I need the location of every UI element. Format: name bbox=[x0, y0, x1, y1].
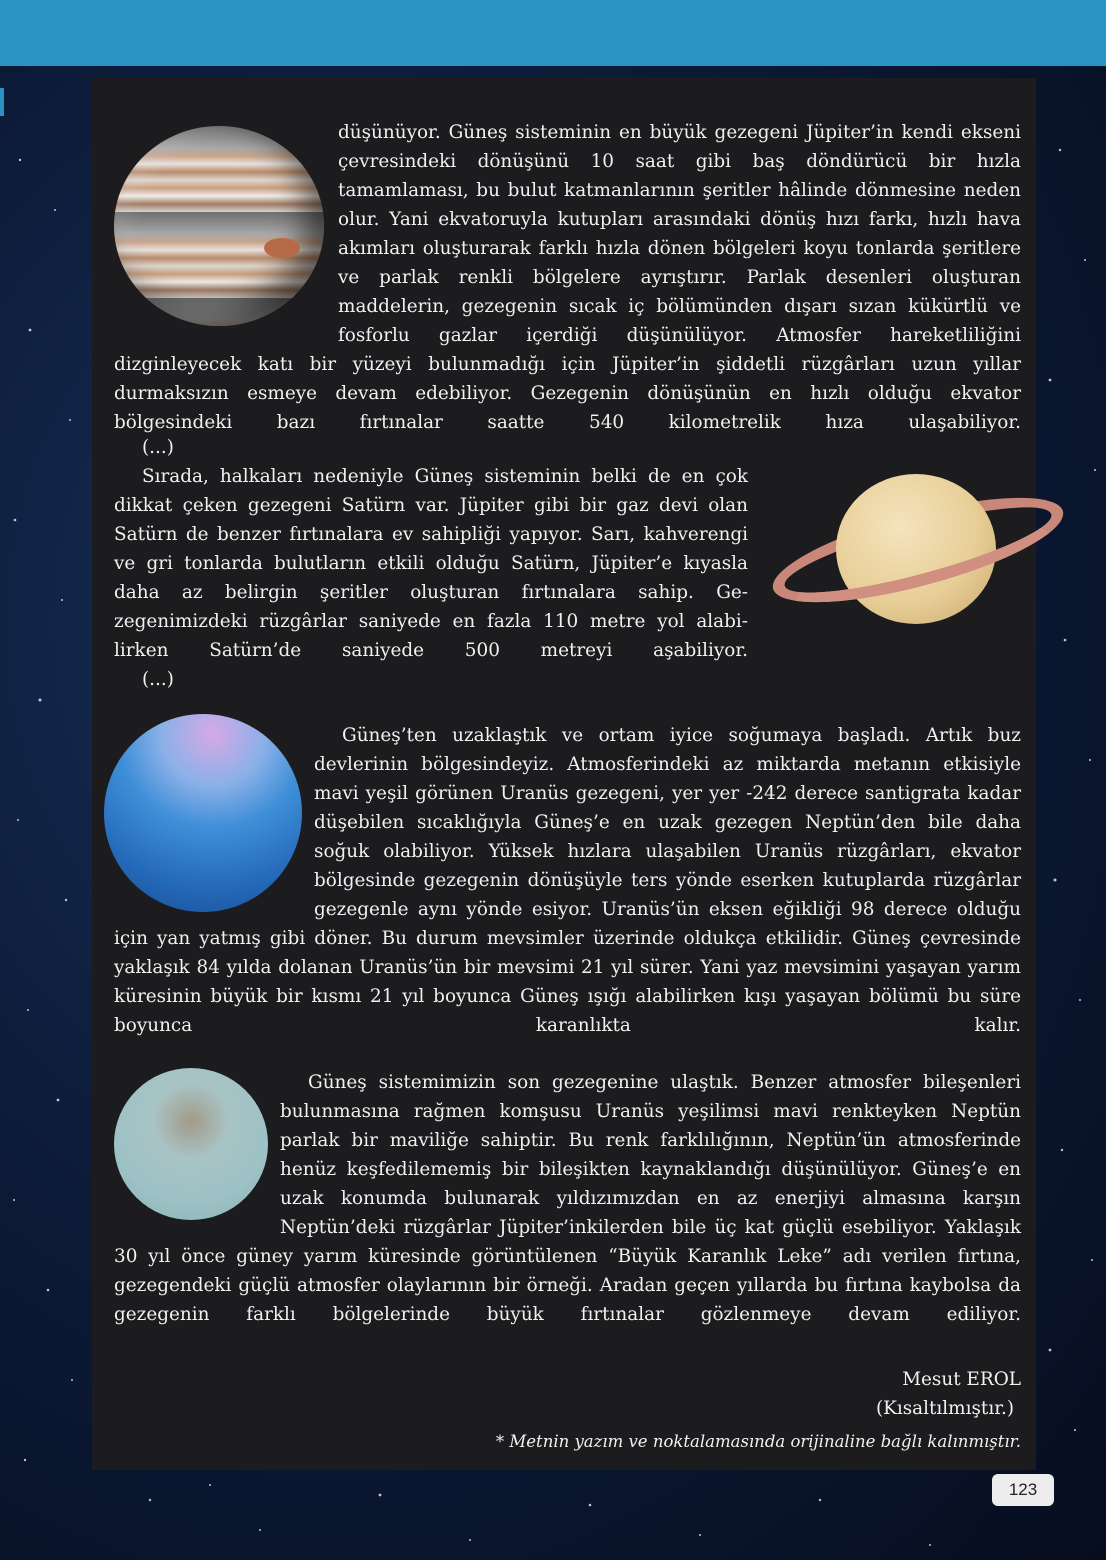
page-number: 123 bbox=[992, 1474, 1054, 1506]
uranus-paragraph bbox=[114, 721, 1021, 1069]
saturn-illustration bbox=[760, 466, 1076, 636]
paragraph-text: Güneş’ten uzaklaştık ve ortam iyice soğumaya başladı. Artık buz devlerinin bölgesindeyiz. Atmosferindeki az miktarda metanın etkisiyle mavi yeşil görünen Uranüs gezegeni, yer yer -242 derece santigrata kadar düşebilen sıcaklığıyla Güneş’e en uzak gezegen Neptün’den bile daha soğuk olabiliyor. Yüksek hızlara ulaşabilen Uranüs rüzgârları, ekvator bölgesinde gezegenin dönüşüyle ters yönde eserken kutuplarda rüzgârlar gezegenle aynı yönde esiyor. Uranüs’ün eksen eğikliği 98 derece olduğu için yan yatmış gibi döner. Bu durum mevsimler üzerinde oldukça etkilidir. Güneş çevresinde yaklaşık 84 yılda dolanan Uranüs’ün bir mevsimi 21 yıl sürer. Yani yaz mevsimini yaşayan yarım küresinin büyük bir kısmı 21 yıl boyunca Güneş ışığı alabilirken kışı yaşayan bölümü bu süre boyunca karanlıkta kalır. bbox=[114, 725, 1021, 1036]
ellipsis-2: (...) bbox=[142, 669, 174, 690]
paragraph-text: düşünüyor. Güneş sisteminin en büyük gezegeni Jüpiter’in kendi ekseni çevresindeki dönüşünü 10 saat gibi baş döndürücü bir hızla tamamlaması, bu bulut katmanlarının şeritler hâlinde dönmesine neden olur. Yani ekvatoruyla kutupları arasındaki dönüş hızı farkı, hızlı hava akımları oluşturarak farklı hızla dönen bölgeleri koyu tonlarda şeritlere ve parlak renkli bölgelere ayrıştırır. Parlak desenleri oluşturan maddelerin, gezegenin sıcak iç bölümünden dışarı sızan kükürtlü ve fosforlu gazlar içerdiği düşünülüyor. Atmosfer hareketliliğini dizginleyecek katı bir yüzeyi bulunmadığı için Jüpiter’in şiddetli rüzgârları uzun yıllar durmaksızın esmeye devam edebiliyor. Gezegenin dönüşünün en hızlı olduğu ekvator bölgesindeki bazı fırtınalar saatte 540 kilometrelik hıza ulaşabiliyor. bbox=[114, 122, 1021, 433]
neptune-paragraph bbox=[114, 1068, 1021, 1358]
wrap-spacer bbox=[114, 118, 338, 350]
footnote: * Metnin yazım ve noktalamasında orijinaline bağlı kalınmıştır. bbox=[495, 1432, 1021, 1451]
side-accent-mark bbox=[0, 88, 4, 116]
abridged-note: (Kısaltılmıştır.) bbox=[875, 1398, 1014, 1419]
jupiter-paragraph-part1 bbox=[114, 118, 1021, 466]
wrap-spacer bbox=[114, 1068, 280, 1242]
paragraph-text: Güneş sistemimizin son gezegenine ulaştık. Benzer atmosfer bileşenleri bulunmasına rağmen komşusu Uranüs yeşilimsi mavi renkteyken Neptün parlak bir maviliğe sahiptir. Bu renk farklılığının, Neptün’ün atmosferinde henüz keşfedilememiş bir bileşikten kaynaklandığı düşünülüyor. Güneş’e en uzak konumda bulunarak yıldızımızdan en az enerjiyi almasına karşın Neptün’deki rüzgârlar Jüpiter’inkilerden bile üç kat güçlü esebiliyor. Yaklaşık 30 yıl önce güney yarım küresinde görüntülenen “Büyük Karanlık Leke” adı verilen fırtına, gezegendeki güçlü atmosfer olaylarının bir örneği. Aradan geçen yıllarda bu fırtına kaybolsa da gezegenin farklı bölgelerinde büyük fırtınalar gözlenmeye devam ediliyor. bbox=[114, 1072, 1021, 1325]
ellipsis-1: (...) bbox=[142, 437, 174, 458]
author-name: Mesut EROL bbox=[902, 1369, 1021, 1390]
wrap-spacer bbox=[114, 721, 314, 924]
saturn-paragraph: Sırada, halkaları nedeniyle Güneş sisteminin belki de en çok dikkat çeken gezegeni Satürn var. Jüpiter gibi bir gaz devi olan Satürn de benzer fırtınalara ev sahipliği yapıyor. Sarı, kahverengi ve gri tonlarda bulutların etkili olduğu Satürn, Jüpiter’e kıyasla daha az belirgin şeritler oluşturan fırtınalara sahip. Gezegenimizdeki rüzgârlar saniyede en fazla 110 metre yol alabilirken Satürn’de saniyede 500 metreyi aşabiliyor. bbox=[114, 466, 748, 661]
top-color-bar bbox=[0, 0, 1106, 66]
article-panel bbox=[92, 78, 1036, 1470]
